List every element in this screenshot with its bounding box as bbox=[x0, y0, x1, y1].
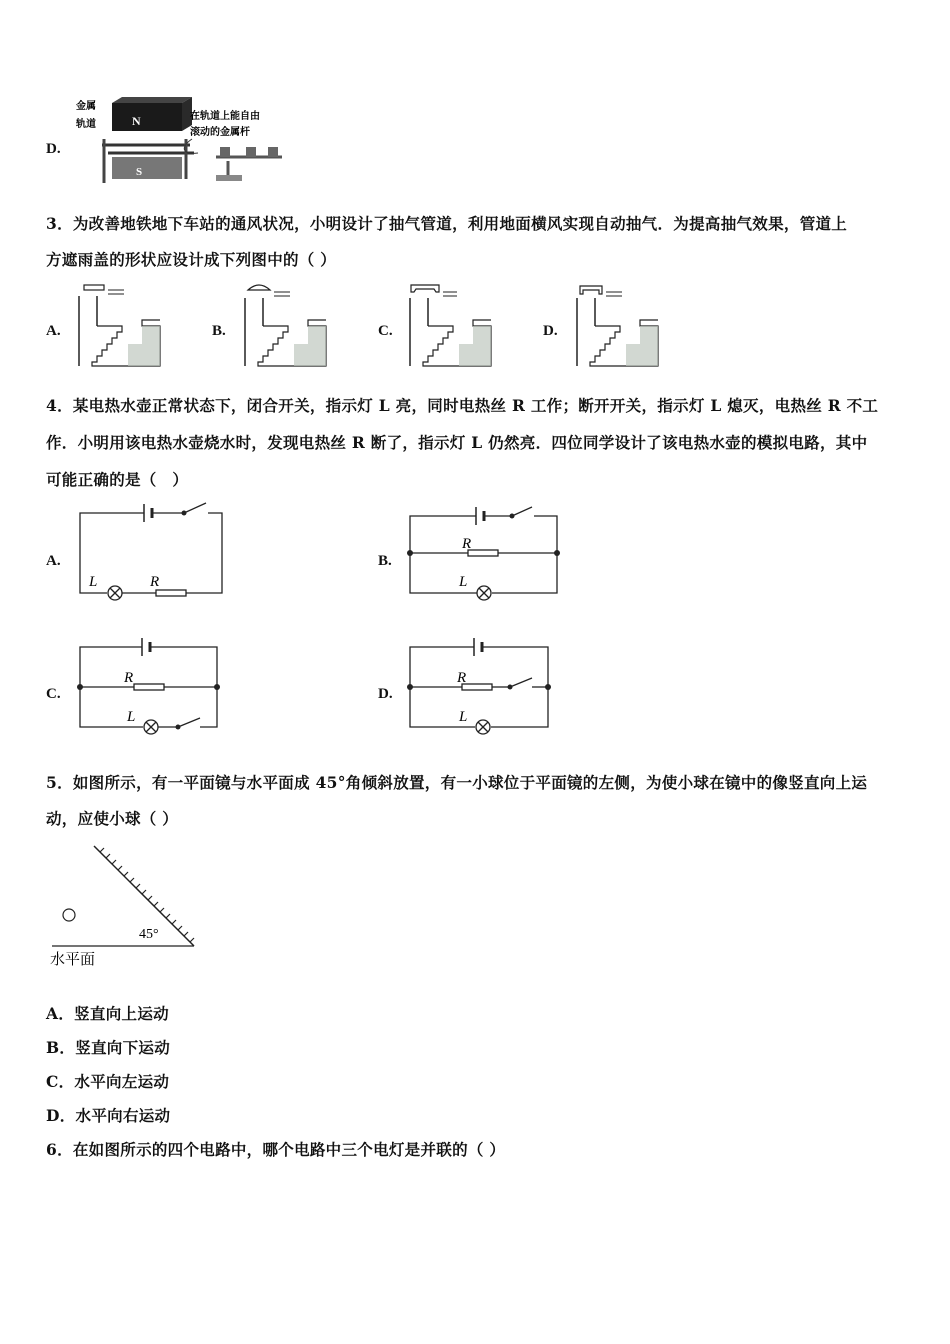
q3-option-d-figure bbox=[570, 282, 665, 370]
q2-fig-rail-label-2: 轨道 bbox=[76, 119, 96, 130]
q2-magnet-rail-figure bbox=[70, 95, 290, 190]
q4-b-sym-r: R bbox=[462, 536, 472, 552]
q5-option-d: D．水平向右运动 bbox=[46, 1106, 171, 1125]
q2-option-d-label: D. bbox=[46, 141, 61, 157]
q2-fig-pole-s: S bbox=[136, 166, 143, 178]
q3-text-line1: 3．为改善地铁地下车站的通风状况，小明设计了抽气管道，利用地面横风实现自动抽气．为提高抽气效果，管道上 bbox=[46, 214, 848, 233]
q4-a-sym-r: R bbox=[150, 574, 160, 590]
q3-option-c-label: C. bbox=[378, 323, 393, 339]
q4-option-c-label: C. bbox=[46, 686, 61, 702]
q4-circuit-d bbox=[402, 632, 557, 737]
q4-text-line3: 可能正确的是（ ） bbox=[46, 470, 189, 489]
q5-fig-ground: 水平面 bbox=[50, 952, 96, 968]
q5-mirror-figure bbox=[44, 840, 204, 975]
q5-option-c: C．水平向左运动 bbox=[46, 1072, 170, 1091]
q4-option-a-label: A. bbox=[46, 553, 61, 569]
q3-option-a-label: A. bbox=[46, 323, 61, 339]
q5-text-line2: 动，应使小球（ ） bbox=[46, 809, 179, 828]
q2-fig-pole-n: N bbox=[132, 114, 141, 128]
q4-d-sym-r: R bbox=[457, 670, 467, 686]
q2-fig-rod-label-1: 在轨道上能自由 bbox=[190, 111, 260, 122]
q5-option-a: A．竖直向上运动 bbox=[46, 1004, 169, 1023]
q4-circuit-a bbox=[74, 498, 229, 603]
q4-d-sym-l: L bbox=[459, 709, 468, 725]
q5-fig-angle: 45° bbox=[139, 927, 159, 942]
q5-text-line1: 5．如图所示，有一平面镜与水平面成 45°角倾斜放置，有一小球位于平面镜的左侧，为使小球在镜中的像竖直向上运 bbox=[46, 773, 868, 792]
q3-option-c-figure bbox=[403, 282, 498, 370]
q4-circuit-b bbox=[402, 498, 562, 603]
q4-circuit-c bbox=[72, 632, 227, 737]
q4-text-line1: 4．某电热水壶正常状态下，闭合开关，指示灯 L 亮，同时电热丝 R 工作；断开开关，指示灯 L 熄灭，电热丝 R 不工 bbox=[46, 396, 879, 415]
q6-text-line1: 6．在如图所示的四个电路中，哪个电路中三个电灯是并联的（ ） bbox=[46, 1140, 506, 1159]
q3-option-d-label: D. bbox=[543, 323, 558, 339]
q4-option-b-label: B. bbox=[378, 553, 392, 569]
q3-option-a-figure bbox=[72, 282, 167, 370]
q4-a-sym-l: L bbox=[89, 574, 98, 590]
q4-c-sym-r: R bbox=[124, 670, 134, 686]
q2-fig-rod-label-2: 滚动的金属杆 bbox=[190, 127, 250, 138]
q5-option-b: B．竖直向下运动 bbox=[46, 1038, 171, 1057]
q4-c-sym-l: L bbox=[127, 709, 136, 725]
q3-option-b-label: B. bbox=[212, 323, 226, 339]
q3-text-line2: 方遮雨盖的形状应设计成下列图中的（ ） bbox=[46, 250, 337, 269]
q2-fig-rail-label-1: 金属 bbox=[76, 101, 96, 112]
q4-text-line2: 作．小明用该电热水壶烧水时，发现电热丝 R 断了，指示灯 L 仍然亮．四位同学设计了该电热水壶的模拟电路，其中 bbox=[46, 433, 868, 452]
q4-b-sym-l: L bbox=[459, 574, 468, 590]
q3-option-b-figure bbox=[238, 282, 333, 370]
q4-option-d-label: D. bbox=[378, 686, 393, 702]
